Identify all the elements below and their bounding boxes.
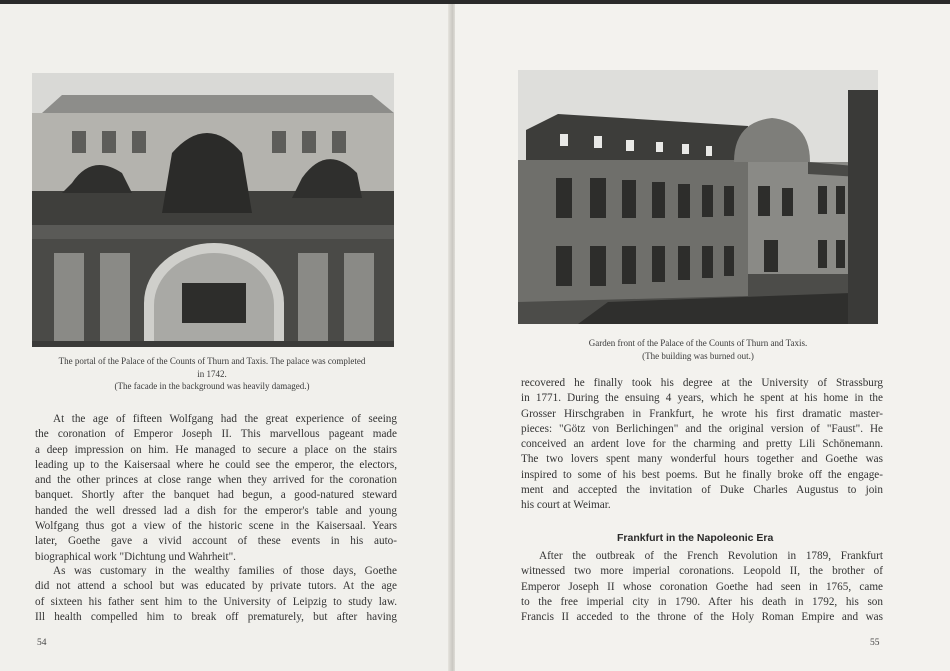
text-line: Francis II acceded to the throne of the Holy Roman Empire and was xyxy=(521,611,883,624)
garden-front-photo xyxy=(518,70,878,324)
text-line: After the outbreak of the French Revolution in 1789, Frankfurt xyxy=(539,550,883,562)
text-line: pieces: "Götz von Berlichingen" and the original version of "Faust". He xyxy=(521,422,883,435)
text-line: and the other princes at close range when they arrived for the coronation xyxy=(35,474,397,487)
garden-photo-caption xyxy=(518,337,878,362)
text-line: witnessed two more imperial coronations. Leopold II, the brother of xyxy=(521,565,883,578)
text-line: banquet. Shortly after the banquet had begun, a good-natured steward xyxy=(35,489,397,502)
text-line: leading up to the Kaisersaal where he could see the emperor, the electors, xyxy=(35,458,397,471)
text-line: to the free imperial city in 1790. After his death in 1792, his son xyxy=(521,595,883,608)
text-line: conceived an ardent love for the charming and pretty Lili Schönemann. xyxy=(521,438,883,451)
left-page xyxy=(0,4,452,671)
text-line: did not attend a school but was educated by private tutors. At the age xyxy=(35,580,397,593)
text-line: The two lovers spent many wonderful hours together and Goethe was xyxy=(521,453,883,466)
caption-line: The portal of the Palace of the Counts of Thurn and Taxis. The palace was completed xyxy=(58,356,366,366)
text-line: Ill health compelled him to break off prematurely, but after having xyxy=(35,610,397,623)
portal-photo xyxy=(32,73,394,347)
text-line: biographical work "Dichtung und Wahrheit". xyxy=(35,550,236,563)
right-page xyxy=(455,4,950,671)
paragraph-napoleonic xyxy=(521,549,883,625)
text-line: At the age of fifteen Wolfgang had the great experience of seeing xyxy=(53,413,397,425)
text-line: As was customary in the wealthy families of those days, Goethe xyxy=(53,565,397,577)
text-line: Grosser Hirschgraben in Frankfurt, he wrote his first dramatic master- xyxy=(521,407,883,420)
text-line: in 1771. During the ensuing 4 years, which he spent at his home in the xyxy=(521,392,883,405)
portal-photo-caption xyxy=(22,355,402,393)
text-line: the coronation of Emperor Joseph II. This marvellous pageant made xyxy=(35,428,397,441)
text-line: inspired to some of his best poems. But he finally broke off the engage- xyxy=(521,468,883,481)
caption-line: in 1742. xyxy=(197,368,227,379)
paragraph-strassburg xyxy=(521,376,883,514)
paragraph-education xyxy=(35,564,397,625)
caption-line: (The facade in the background was heavily damaged.) xyxy=(114,381,310,391)
page-number-left: 54 xyxy=(37,638,47,648)
paragraph-coronation xyxy=(35,412,397,565)
text-line: a deep impression on him. He managed to secure a place on the stairs xyxy=(35,443,397,456)
caption-line: (The building was burned out.) xyxy=(642,350,754,361)
text-line: later, Goethe gave a vivid account of these events in his auto- xyxy=(35,535,397,548)
text-line: Wolfgang thus got a view of the historic scene in the Kaisersaal. Years xyxy=(35,520,397,533)
text-line: his court at Weimar. xyxy=(521,499,611,512)
text-line: Emperor Joseph II whose coronation Goethe had seen in 1765, came xyxy=(521,580,883,593)
text-line: handed the well dressed lad a dish for the emperor's table and young xyxy=(35,504,397,517)
section-heading: Frankfurt in the Napoleonic Era xyxy=(617,532,774,544)
text-line: ment and accepted the invitation of Duke Charles Augustus to join xyxy=(521,484,883,497)
text-line: of sixteen his father sent him to the University of Leipzig to study law. xyxy=(35,595,397,608)
page-number-right: 55 xyxy=(870,638,880,648)
text-line: recovered he finally took his degree at the University of Strassburg xyxy=(521,377,883,389)
caption-line: Garden front of the Palace of the Counts of Thurn and Taxis. xyxy=(588,338,808,348)
